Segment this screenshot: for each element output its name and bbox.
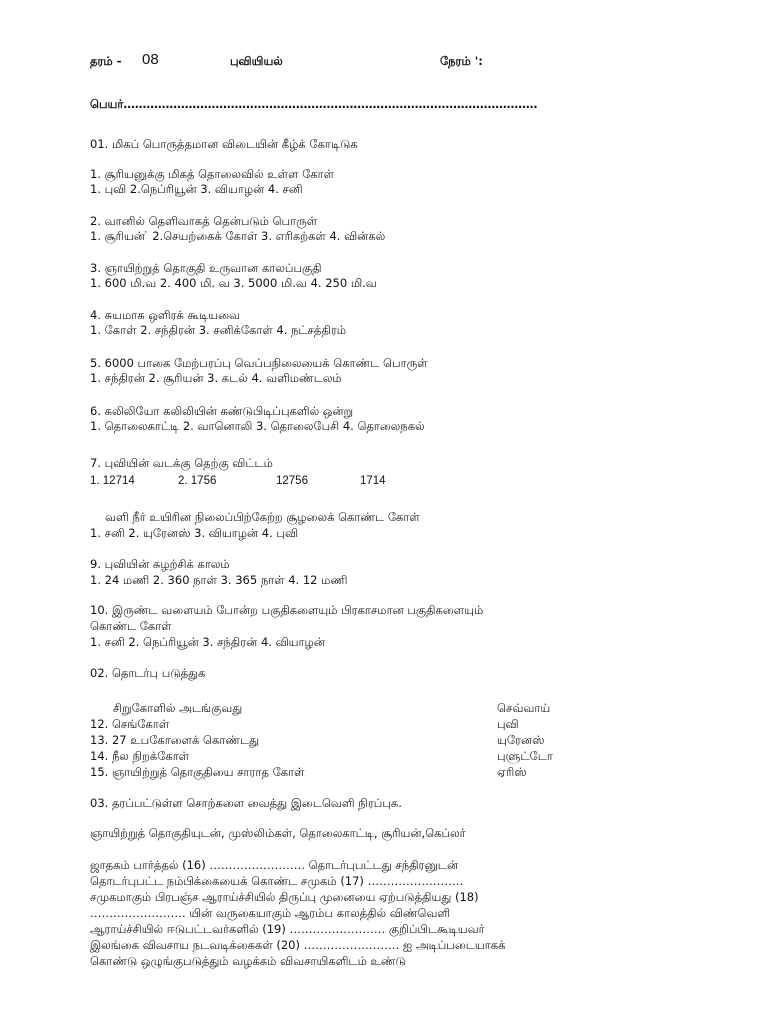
question-7-option-4: 1714: [360, 475, 386, 487]
question-9-text: 9. புவியின் சுழற்சிக் காலம்: [90, 557, 230, 571]
question-2: [90, 214, 385, 244]
time-label: நேரம் ':: [440, 54, 483, 68]
grade-label: தரம் -: [90, 54, 122, 68]
question-options: 1. புவி 2.நெப்ரியூன் 3. வியாழன் 4. சனி: [90, 182, 303, 196]
question-4: [90, 308, 346, 338]
paragraph-line: ஆராய்ச்சியில் ஈடுபட்டவர்களில் (19) ……………………. குறிப்பிடகூடியவர்: [90, 922, 485, 936]
question-text: 1. சூரியனுக்கு மிகத் தொலைவில் உள்ள கோள்: [90, 167, 335, 181]
match-left-item: 13. 27 உபகோளைக் கொண்டது: [90, 733, 260, 747]
question-text: 4. சுயமாக ஒளிரக் கூடியவை: [90, 308, 240, 322]
question-6: [90, 404, 425, 434]
question-10-text-line2: கொண்ட கோள்: [90, 619, 172, 633]
question-7-text: 7. புவியின் வடக்கு தெற்கு விட்டம்: [90, 456, 273, 470]
match-left-item: சிறுகோளில் அடங்குவது: [113, 701, 243, 715]
match-left-item: 15. ஞாயிற்றுத் தொகுதியை சாராத கோள்: [90, 765, 305, 779]
question-10-text-line1: 10. இருண்ட வளையம் போன்ற பகுதிகளையும் பிரகாசமான பகுதிகளையும்: [90, 603, 484, 617]
question-7-option-3: 12756: [276, 475, 308, 487]
question-options: 1. 600 மி.வ 2. 400 மி. வ 3. 5000 மி.வ 4. 250 மி.வ: [90, 276, 377, 290]
question-options: 1. தொலைகாட்டி 2. வானொலி 3. தொலைபேசி 4. தொலைநகல்: [90, 419, 425, 433]
match-right-item: செவ்வாய்: [497, 701, 551, 715]
subject-title: புவியியல்: [230, 54, 283, 68]
question-7-option-1: 1. 12714: [90, 475, 135, 487]
question-7-option-2: 2. 1756: [178, 475, 217, 487]
match-right-item: யுரேனஸ்: [497, 733, 545, 747]
question-10-options: 1. சனி 2. நெப்ரியூன் 3. சந்திரன் 4. வியாழன்: [90, 635, 325, 649]
match-left-item: 12. செங்கோள்: [90, 717, 170, 731]
section3-title: 03. தரப்பட்டுள்ள சொற்களை வைத்து இடைவெளி நிரப்புக.: [90, 796, 402, 810]
match-right-item: புளுட்டோ: [497, 749, 553, 763]
match-left-item: 14. நீல நிறக்கோள்: [90, 749, 190, 763]
word-bank: ஞாயிற்றுத் தொகுதியுடன், முஸ்லிம்கள், தொலைகாட்டி, சூரியன்,கெப்லர்: [90, 826, 466, 840]
question-8-options: 1. சனி 2. யுரேனஸ் 3. வியாழன் 4. புவி: [90, 526, 299, 540]
name-field-label: பெயர்………………………………………………………………………………………………: [90, 97, 538, 111]
paragraph-line: ஜாதகம் பார்த்தல் (16) ……………………. தொடர்புபட்டது சந்திரனுடன்: [90, 858, 459, 872]
paragraph-line: தொடர்புபட்ட நம்பிக்கையைக் கொண்ட சமுகம் (17) …………………….: [90, 874, 464, 888]
question-text: 5. 6000 பாகை மேற்பரப்பு வெப்பநிலையைக் கொண்ட பொருள்: [90, 356, 428, 370]
question-options: 1. கோள் 2. சந்திரன் 3. சனிக்கோள் 4. நட்சத்திரம்: [90, 323, 347, 337]
grade-value: 08: [142, 51, 159, 68]
match-right-item: புவி: [497, 717, 519, 731]
question-5: [90, 356, 428, 386]
question-9-options: 1. 24 மணி 2. 360 நாள் 3. 365 நாள் 4. 12 மணி: [90, 573, 348, 587]
question-8-text: வளி நீர் உயிரின நிலைப்பிற்கேற்ற சூழலைக் கொண்ட கோள்: [105, 510, 420, 524]
paragraph-line: சமுகமாகும் பிரபஞ்ச ஆராய்ச்சியில் திருப்பு முனையை ஏற்படுத்தியது (18): [90, 890, 479, 904]
paragraph-line: ……………………. யின் வருகையாகும் ஆரம்ப காலத்தில் விண்வெளி: [90, 906, 451, 920]
question-text: 3. ஞாயிற்றுத் தொகுதி உருவான காலப்பகுதி: [90, 261, 322, 275]
question-text: 6. கலிலியோ கலிலியின் கண்டுபிடிப்புகளில் ஒன்று: [90, 404, 354, 418]
question-options: 1. சூரியன் ̇ 2.செயற்கைக் கோள் 3. எரிகற்கள் 4. வின்கல்: [90, 229, 386, 243]
paragraph-line: கொண்டு ஒழுங்குபடுத்தும் வழக்கம் விவசாயிகளிடம் உண்டு: [90, 954, 406, 968]
question-3: [90, 261, 377, 291]
match-right-item: ஏரிஸ்: [497, 765, 527, 779]
fill-blank-paragraph: [90, 858, 505, 970]
question-text: 2. வானில் தெளிவாகத் தென்படும் பொருள்: [90, 214, 318, 228]
question-1: [90, 167, 334, 197]
section1-title: 01. மிகப் பொருத்தமான விடையின் கீழ்க் கோடிடுக: [90, 137, 358, 151]
question-options: 1. சந்திரன் 2. சூரியன் 3. கடல் 4. வளிமண்டலம்: [90, 371, 342, 385]
section2-title: 02. தொடர்பு படுத்துக: [90, 666, 206, 680]
paragraph-line: இலங்கை விவசாய நடவடிக்கைகள் (20) ……………………. ஐ அடிப்படையாகக்: [90, 938, 506, 952]
